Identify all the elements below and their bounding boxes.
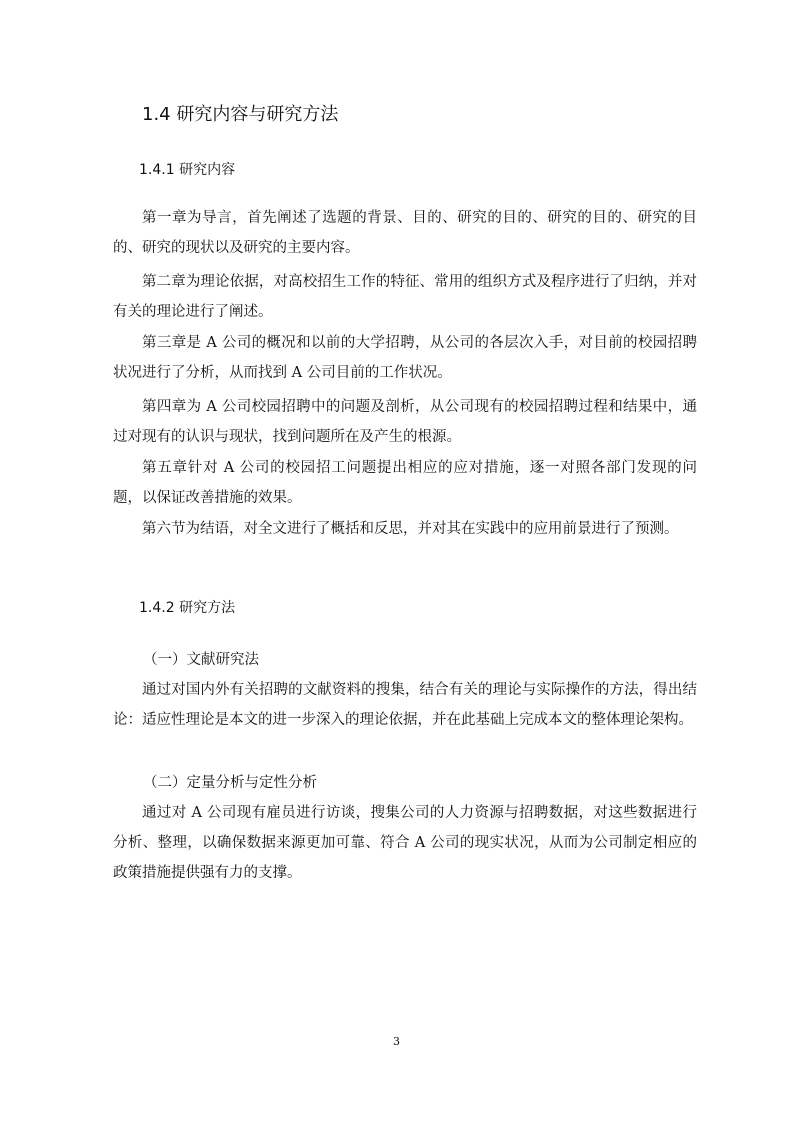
method-title-literature: （一）文献研究法 xyxy=(143,652,259,668)
subsection-heading-method: 1.4.2 研究方法 xyxy=(139,600,236,616)
paragraph-chapter-6: 第六节为结语，对全文进行了概括和反思，并对其在实践中的应用前景进行了预测。 xyxy=(142,521,679,537)
method-title-analysis: （二）定量分析与定性分析 xyxy=(143,775,317,791)
subsection-heading-content: 1.4.1 研究内容 xyxy=(139,162,236,178)
paragraph-chapter-3: 第三章是 A 公司的概况和以前的大学招聘，从公司的各层次入手，对目前的校园招聘状况进行了分析，从而找到 A 公司目前的工作状况。 xyxy=(113,335,697,381)
paragraph-method-literature: 通过对国内外有关招聘的文献资料的搜集，结合有关的理论与实际操作的方法，得出结论：适应性理论是本文的进一步深入的理论依据，并在此基础上完成本文的整体理论架构。 xyxy=(113,682,697,728)
paragraph-chapter-4: 第四章为 A 公司校园招聘中的问题及剖析，从公司现有的校园招聘过程和结果中，通过对现有的认识与现状，找到问题所在及产生的根源。 xyxy=(113,399,697,445)
page-number: 3 xyxy=(393,1035,400,1048)
paragraph-chapter-1: 第一章为导言，首先阐述了选题的背景、目的、研究的目的、研究的目的、研究的目的、研究的现状以及研究的主要内容。 xyxy=(113,210,697,256)
paragraph-method-analysis: 通过对 A 公司现有雇员进行访谈，搜集公司的人力资源与招聘数据，对这些数据进行分析、整理，以确保数据来源更加可靠、符合 A 公司的现实状况，从而为公司制定相应的政策措施提供强有力的支撑。 xyxy=(113,805,697,881)
paragraph-chapter-5: 第五章针对 A 公司的校园招工问题提出相应的应对措施，逐一对照各部门发现的问题，以保证改善措施的效果。 xyxy=(113,460,697,506)
section-heading: 1.4 研究内容与研究方法 xyxy=(142,104,339,125)
paragraph-chapter-2: 第二章为理论依据，对高校招生工作的特征、常用的组织方式及程序进行了归纳，并对有关的理论进行了阐述。 xyxy=(113,274,697,320)
